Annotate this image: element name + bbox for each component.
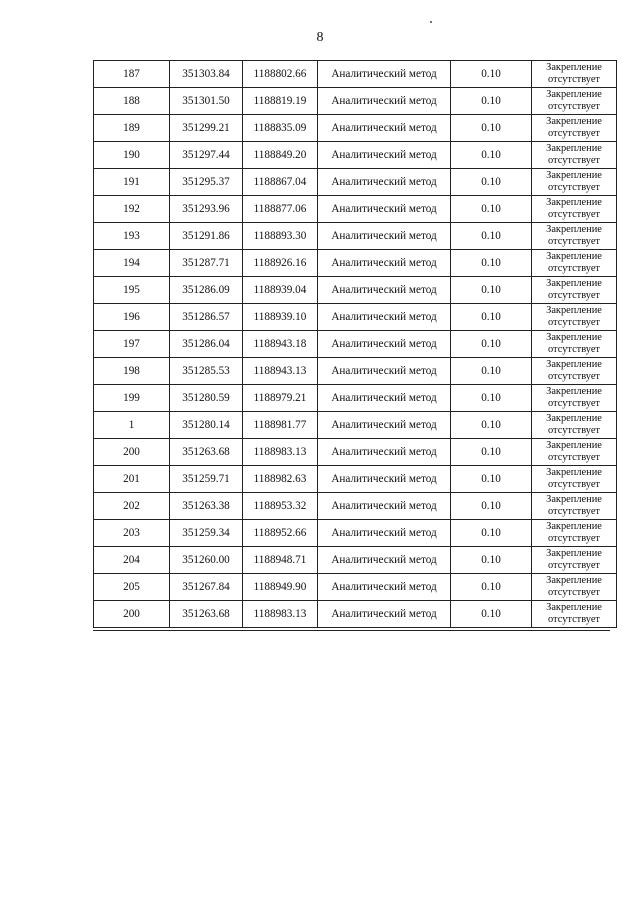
fixing-cell (532, 439, 617, 466)
fixing-cell (532, 277, 617, 304)
x-coordinate-cell: 351280.59 (170, 385, 243, 412)
point-number-cell: 202 (94, 493, 170, 520)
y-coordinate-cell: 1188893.30 (243, 223, 318, 250)
y-coordinate-cell: 1188983.13 (243, 439, 318, 466)
fixing-cell (532, 142, 617, 169)
x-coordinate-cell: 351295.37 (170, 169, 243, 196)
fixing-text-line: отсутствует (548, 128, 600, 139)
accuracy-cell: 0.10 (451, 61, 532, 88)
y-coordinate-cell: 1188835.09 (243, 115, 318, 142)
y-coordinate-cell: 1188867.04 (243, 169, 318, 196)
method-cell: Аналитический метод (318, 493, 451, 520)
table-row (94, 358, 617, 385)
point-number-cell: 188 (94, 88, 170, 115)
point-number-cell: 196 (94, 304, 170, 331)
fixing-text-line: отсутствует (548, 560, 600, 571)
y-coordinate-cell: 1188949.90 (243, 574, 318, 601)
point-number-cell: 199 (94, 385, 170, 412)
table-row (94, 466, 617, 493)
method-cell: Аналитический метод (318, 142, 451, 169)
accuracy-cell: 0.10 (451, 250, 532, 277)
fixing-text-line: отсутствует (548, 587, 600, 598)
x-coordinate-cell: 351297.44 (170, 142, 243, 169)
fixing-text-line: Закрепление (546, 116, 602, 127)
fixing-cell (532, 547, 617, 574)
scan-speck (430, 21, 432, 23)
point-number-cell: 192 (94, 196, 170, 223)
point-number-cell: 205 (94, 574, 170, 601)
fixing-text-line: отсутствует (548, 101, 600, 112)
fixing-cell (532, 466, 617, 493)
fixing-text-line: отсутствует (548, 155, 600, 166)
y-coordinate-cell: 1188983.13 (243, 601, 318, 628)
table-row (94, 169, 617, 196)
accuracy-cell: 0.10 (451, 412, 532, 439)
fixing-text-line: Закрепление (546, 143, 602, 154)
table-row (94, 601, 617, 628)
fixing-text-line: Закрепление (546, 494, 602, 505)
y-coordinate-cell: 1188819.19 (243, 88, 318, 115)
table-row (94, 304, 617, 331)
fixing-text-line: Закрепление (546, 278, 602, 289)
fixing-cell (532, 88, 617, 115)
fixing-text-line: отсутствует (548, 506, 600, 517)
fixing-text-line: отсутствует (548, 74, 600, 85)
fixing-text-line: Закрепление (546, 521, 602, 532)
fixing-cell (532, 223, 617, 250)
accuracy-cell: 0.10 (451, 466, 532, 493)
x-coordinate-cell: 351263.38 (170, 493, 243, 520)
fixing-text-line: отсутствует (548, 290, 600, 301)
fixing-cell (532, 196, 617, 223)
fixing-cell (532, 169, 617, 196)
y-coordinate-cell: 1188948.71 (243, 547, 318, 574)
x-coordinate-cell: 351286.57 (170, 304, 243, 331)
fixing-text-line: Закрепление (546, 386, 602, 397)
fixing-cell (532, 250, 617, 277)
point-number-cell: 195 (94, 277, 170, 304)
table-row (94, 493, 617, 520)
y-coordinate-cell: 1188939.04 (243, 277, 318, 304)
x-coordinate-cell: 351291.86 (170, 223, 243, 250)
accuracy-cell: 0.10 (451, 547, 532, 574)
x-coordinate-cell: 351259.71 (170, 466, 243, 493)
method-cell: Аналитический метод (318, 169, 451, 196)
y-coordinate-cell: 1188943.18 (243, 331, 318, 358)
accuracy-cell: 0.10 (451, 88, 532, 115)
x-coordinate-cell: 351259.34 (170, 520, 243, 547)
page-number: 8 (316, 30, 324, 45)
point-number-cell: 200 (94, 439, 170, 466)
method-cell: Аналитический метод (318, 601, 451, 628)
x-coordinate-cell: 351286.04 (170, 331, 243, 358)
y-coordinate-cell: 1188939.10 (243, 304, 318, 331)
point-number-cell: 1 (94, 412, 170, 439)
x-coordinate-cell: 351267.84 (170, 574, 243, 601)
x-coordinate-cell: 351301.50 (170, 88, 243, 115)
coordinates-table (93, 60, 617, 628)
y-coordinate-cell: 1188943.13 (243, 358, 318, 385)
method-cell: Аналитический метод (318, 223, 451, 250)
coordinates-table-body (94, 61, 617, 628)
fixing-text-line: Закрепление (546, 197, 602, 208)
accuracy-cell: 0.10 (451, 223, 532, 250)
point-number-cell: 204 (94, 547, 170, 574)
table-row (94, 385, 617, 412)
table-bottom-rule (93, 630, 610, 631)
point-number-cell: 189 (94, 115, 170, 142)
fixing-text-line: отсутствует (548, 344, 600, 355)
x-coordinate-cell: 351286.09 (170, 277, 243, 304)
y-coordinate-cell: 1188877.06 (243, 196, 318, 223)
table-row (94, 277, 617, 304)
fixing-text-line: Закрепление (546, 332, 602, 343)
fixing-cell (532, 574, 617, 601)
fixing-cell (532, 304, 617, 331)
method-cell: Аналитический метод (318, 547, 451, 574)
table-row (94, 574, 617, 601)
x-coordinate-cell: 351260.00 (170, 547, 243, 574)
fixing-text-line: отсутствует (548, 533, 600, 544)
x-coordinate-cell: 351263.68 (170, 439, 243, 466)
fixing-text-line: Закрепление (546, 359, 602, 370)
method-cell: Аналитический метод (318, 574, 451, 601)
fixing-text-line: Закрепление (546, 224, 602, 235)
table-row (94, 250, 617, 277)
method-cell: Аналитический метод (318, 439, 451, 466)
fixing-text-line: отсутствует (548, 479, 600, 490)
fixing-text-line: Закрепление (546, 170, 602, 181)
fixing-text-line: отсутствует (548, 398, 600, 409)
fixing-cell (532, 115, 617, 142)
fixing-text-line: Закрепление (546, 62, 602, 73)
table-row (94, 547, 617, 574)
table-row (94, 520, 617, 547)
accuracy-cell: 0.10 (451, 385, 532, 412)
x-coordinate-cell: 351285.53 (170, 358, 243, 385)
y-coordinate-cell: 1188981.77 (243, 412, 318, 439)
accuracy-cell: 0.10 (451, 304, 532, 331)
method-cell: Аналитический метод (318, 88, 451, 115)
y-coordinate-cell: 1188982.63 (243, 466, 318, 493)
fixing-text-line: отсутствует (548, 236, 600, 247)
fixing-cell (532, 61, 617, 88)
fixing-text-line: Закрепление (546, 575, 602, 586)
method-cell: Аналитический метод (318, 61, 451, 88)
accuracy-cell: 0.10 (451, 331, 532, 358)
method-cell: Аналитический метод (318, 115, 451, 142)
fixing-cell (532, 331, 617, 358)
fixing-text-line: Закрепление (546, 89, 602, 100)
y-coordinate-cell: 1188802.66 (243, 61, 318, 88)
fixing-cell (532, 493, 617, 520)
fixing-text-line: отсутствует (548, 371, 600, 382)
fixing-text-line: отсутствует (548, 317, 600, 328)
method-cell: Аналитический метод (318, 466, 451, 493)
y-coordinate-cell: 1188849.20 (243, 142, 318, 169)
point-number-cell: 200 (94, 601, 170, 628)
table-row (94, 142, 617, 169)
accuracy-cell: 0.10 (451, 169, 532, 196)
method-cell: Аналитический метод (318, 520, 451, 547)
fixing-text-line: Закрепление (546, 251, 602, 262)
fixing-cell (532, 385, 617, 412)
table-row (94, 223, 617, 250)
accuracy-cell: 0.10 (451, 601, 532, 628)
point-number-cell: 197 (94, 331, 170, 358)
accuracy-cell: 0.10 (451, 493, 532, 520)
x-coordinate-cell: 351299.21 (170, 115, 243, 142)
method-cell: Аналитический метод (318, 250, 451, 277)
method-cell: Аналитический метод (318, 358, 451, 385)
point-number-cell: 190 (94, 142, 170, 169)
fixing-text-line: отсутствует (548, 263, 600, 274)
accuracy-cell: 0.10 (451, 358, 532, 385)
x-coordinate-cell: 351280.14 (170, 412, 243, 439)
fixing-text-line: Закрепление (546, 467, 602, 478)
accuracy-cell: 0.10 (451, 142, 532, 169)
fixing-cell (532, 520, 617, 547)
method-cell: Аналитический метод (318, 385, 451, 412)
point-number-cell: 194 (94, 250, 170, 277)
fixing-text-line: отсутствует (548, 182, 600, 193)
fixing-text-line: Закрепление (546, 305, 602, 316)
y-coordinate-cell: 1188926.16 (243, 250, 318, 277)
fixing-cell (532, 601, 617, 628)
fixing-text-line: Закрепление (546, 548, 602, 559)
method-cell: Аналитический метод (318, 304, 451, 331)
accuracy-cell: 0.10 (451, 196, 532, 223)
accuracy-cell: 0.10 (451, 520, 532, 547)
fixing-text-line: отсутствует (548, 425, 600, 436)
accuracy-cell: 0.10 (451, 439, 532, 466)
x-coordinate-cell: 351287.71 (170, 250, 243, 277)
method-cell: Аналитический метод (318, 412, 451, 439)
x-coordinate-cell: 351263.68 (170, 601, 243, 628)
fixing-cell (532, 358, 617, 385)
fixing-text-line: отсутствует (548, 209, 600, 220)
table-row (94, 196, 617, 223)
point-number-cell: 187 (94, 61, 170, 88)
accuracy-cell: 0.10 (451, 277, 532, 304)
table-row (94, 439, 617, 466)
x-coordinate-cell: 351293.96 (170, 196, 243, 223)
fixing-text-line: Закрепление (546, 602, 602, 613)
y-coordinate-cell: 1188952.66 (243, 520, 318, 547)
point-number-cell: 203 (94, 520, 170, 547)
fixing-text-line: Закрепление (546, 413, 602, 424)
y-coordinate-cell: 1188953.32 (243, 493, 318, 520)
method-cell: Аналитический метод (318, 331, 451, 358)
point-number-cell: 198 (94, 358, 170, 385)
accuracy-cell: 0.10 (451, 574, 532, 601)
point-number-cell: 191 (94, 169, 170, 196)
fixing-text-line: отсутствует (548, 452, 600, 463)
point-number-cell: 201 (94, 466, 170, 493)
point-number-cell: 193 (94, 223, 170, 250)
method-cell: Аналитический метод (318, 196, 451, 223)
table-row (94, 331, 617, 358)
y-coordinate-cell: 1188979.21 (243, 385, 318, 412)
table-row (94, 412, 617, 439)
table-row (94, 115, 617, 142)
fixing-text-line: Закрепление (546, 440, 602, 451)
method-cell: Аналитический метод (318, 277, 451, 304)
fixing-cell (532, 412, 617, 439)
table-row (94, 88, 617, 115)
accuracy-cell: 0.10 (451, 115, 532, 142)
table-row (94, 61, 617, 88)
x-coordinate-cell: 351303.84 (170, 61, 243, 88)
fixing-text-line: отсутствует (548, 614, 600, 625)
